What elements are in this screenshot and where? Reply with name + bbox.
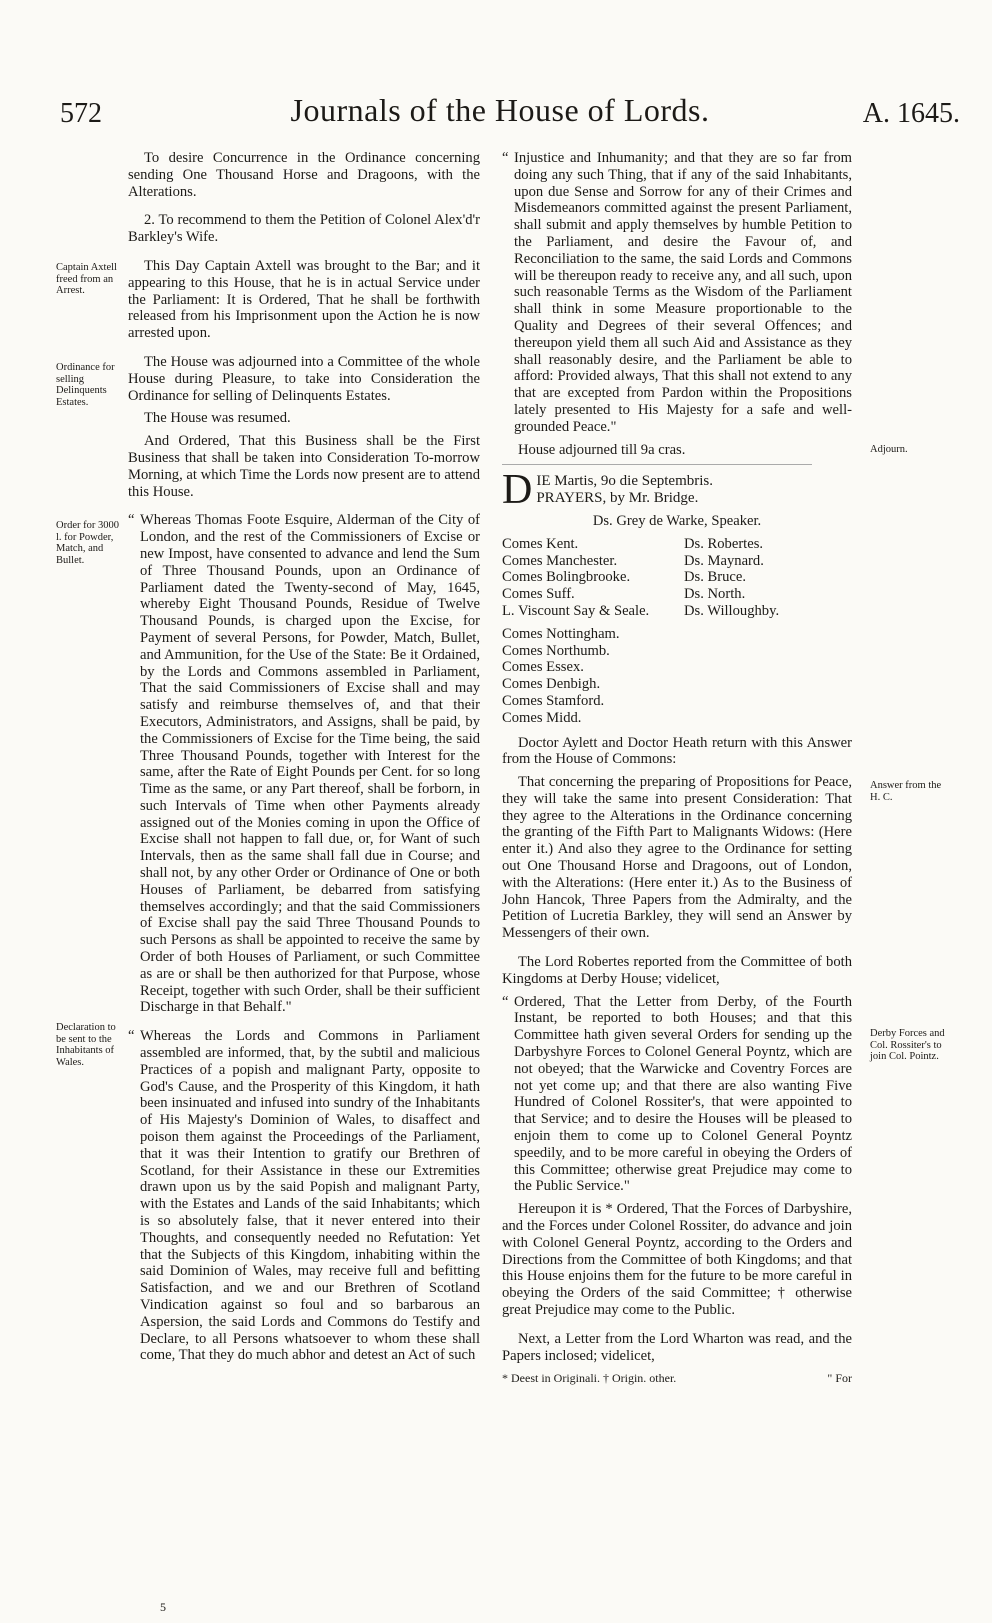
speaker: Ds. Grey de Warke, Speaker. <box>592 512 762 529</box>
margin-note-answer: Answer from the H. C. <box>870 780 942 803</box>
attendee: Comes Manchester. <box>502 552 618 569</box>
adjournment: House adjourned till 9a cras. <box>518 441 686 458</box>
footnote-text: * Deest in Originali. † Origin. other. <box>502 1371 677 1386</box>
paragraph: The House was adjourned into a Committee of the whole House during Pleasure, to take into Consideration the Ordinance for selling of Delinquents Estates. <box>128 353 480 404</box>
page-year: A. 1645. <box>862 98 960 129</box>
paragraph: This Day Captain Axtell was brought to the Bar; and it appearing to this House, that he is in actual Service under the Parliament: It is Ordered, That he shall be forthwith released from his Imprisonment upon the Action he is now arrested upon. <box>128 257 480 342</box>
attendee: L. Viscount Say & Seale. <box>502 602 650 619</box>
quoted-declaration: “ Whereas the Lords and Commons in Parliament assembled are informed, that, by the subtil and malicious Practices of a popish and malignant Party, opposite to God's Cause, and the Prosperity of this Kingdom, it hath been insinuated and infused into sundry of the Inhabitants of His Majesty's Dominion of Wales, to disaffect and poison them against the Proceedings of the Parliament, that it was their Intention to gratify our Brethren of Scotland, for their Assistance in these our Extremities drawn upon us by the said Popish and malignant Party, with the Estates and Lands of the said Inhabitants; which is so absolutely false, that it never entered into their Thoughts, and consequently needed no Refutation: Yet that the Subjects of this Kingdom, inhabiting within the said Dominion of Wales, may receive full and befitting Satisfaction, and we and our Brethren of Scotland Vindication against so foul and so barbarous an Aspersion, the said Lords and Commons do Testify and Declare, to all Persons whatsoever to whom these shall come, That they do much abhor and detest an Act of such <box>128 1028 480 1364</box>
attendee: Comes Northumb. <box>502 642 610 659</box>
footnotes <box>502 1370 852 1387</box>
attendee: Ds. Maynard. <box>684 552 764 569</box>
prayers: PRAYERS, by Mr. Bridge. <box>536 490 699 507</box>
drop-cap: D <box>502 467 533 514</box>
paragraph: Next, a Letter from the Lord Wharton was read, and the Papers inclosed; videlicet, <box>502 1330 852 1364</box>
attendee: Comes Kent. <box>502 535 579 552</box>
attendance-left <box>502 536 670 620</box>
attendee: Comes Bolingbrooke. <box>502 569 631 586</box>
margin-note-adjourn: Adjourn. <box>870 444 908 455</box>
page-title: Journals of the House of Lords. <box>290 92 710 128</box>
paragraph: And Ordered, That this Business shall be the First Business that shall be taken into Consideration To-morrow Morning, at which Time the Lords now present are to attend this House. <box>128 433 480 500</box>
page-number: 572 <box>60 98 102 129</box>
margin-note-axtell: Captain Axtell freed from an Arrest. <box>56 262 117 296</box>
quoted-ordinance: “ Whereas Thomas Foote Esquire, Alderman of the City of London, and the rest of the Commissioners of Excise or new Impost, have consented to advance and lend the Sum of Three Thousand Pounds, upon an Ordinance of Parliament dated the Twenty-second of May, 1645, whereby Eight Thousand Pounds, Residue of Twelve Thousand Pounds, is charged upon the Excise, for Payment of several Persons, for Powder, Match, Bullet, and Ammunition, for the Use of the State: Be it Ordained, by the Lords and Commons assembled in Parliament, That the said Commissioners of Excise shall and may satisfy and reimburse themselves of, and that their Executors, Administrators, and Assigns, shall be paid, by the Commissioners of Excise for the Time being, the said Three Thousand Pounds, together with Interest for the same, after the Rate of Eight Pounds per Cent. for so long Time as the same, or any Part thereof, shall be forborn, in such Intervals of Time when other Payments already assigned out of the Monies coming in upon the Office of Excise shall not happen to fall due, or, for Want of such Intervals, then as the same shall fall due in Course; and shall not, by any other Order or Ordinance of One or both Houses of Parliament, be debarred from satisfying themselves accordingly; and that the said Commissioners of Excise shall pay the said Three Thousand Pounds to such Persons as shall be appointed to receive the same by Order of both Houses of Parliament, or such Committee as are or shall be then authorized for that Purpose, whose Receipt, together with such Order, shall be their sufficient Discharge in that Behalf." <box>128 512 480 1016</box>
paragraph: Hereupon it is * Ordered, That the Forces of Darbyshire, and the Forces under Colonel Rossiter, do advance and join with Colonel General Poyntz, according to the Orders and Directions from the Committee of both Kingdoms; and that this House enjoins them for the future to be more careful in obeying the Orders of the said Committee; † otherwise great Prejudice may come to the Public. <box>502 1201 852 1318</box>
margin-note-wales: Declaration to be sent to the Inhabitants of Wales. <box>56 1022 116 1068</box>
paragraph: The Lord Robertes reported from the Committee of both Kingdoms at Derby House; videlicet, <box>502 954 852 987</box>
attendance-right <box>684 536 852 620</box>
attendance-list <box>502 536 852 620</box>
paragraph: 2. To recommend to them the Petition of Colonel Alex'd'r Barkley's Wife. <box>128 212 480 246</box>
page-header <box>40 92 960 140</box>
attendee: Comes Stamford. <box>502 692 605 709</box>
quoted-order: “ Ordered, That the Letter from Derby, of the Fourth Instant, be reported to both Houses; and that this Committee hath given several Orders for sending up the Darbyshyre Forces to Colonel General Poyntz, which are not obeyed; that the Warwicke and Coventry Forces are not yet come up; and that there are also wanting Five Hundred of Colonel Rossiter's, that were appointed to that Service; and to desire the Houses will be pleased to enjoin them to come up to Colonel General Poyntz speedily, and to be more careful in obeying the Orders of this Committee; otherwise great Prejudice may come to the Public Service." <box>502 994 852 1196</box>
paragraph: Doctor Aylett and Doctor Heath return with this Answer from the House of Commons: <box>502 734 852 768</box>
margin-note-derby: Derby Forces and Col. Rossiter's to join Col. Pointz. <box>870 1028 945 1062</box>
attendee: Comes Suff. <box>502 586 575 603</box>
paragraph: The House was resumed. <box>144 410 291 427</box>
divider <box>502 464 812 465</box>
quoted-declaration-cont: “ Injustice and Inhumanity; and that they are so far from doing any such Thing, that if any of the said Inhabitants, upon due Sense and Sorrow for any of their Crimes and Misdemeanors committed against the present Parliament, shall submit and apply themselves by humble Petition to the Parliament, and desire the Favour of, and Reconciliation to the same, the said Lords and Commons will be thereupon ready to receive any, and all such, upon such reasonable Terms as the Wisdom of the Parliament shall think in some Measure proportionable to the Quality and Degrees of their several Offences; and thereupon yield them all such Aid and Assistance as they shall reasonably desire, and the Parliament be able to afford: Provided always, That this shall not extend to any that are excepted from Pardon within the Propositions lately presented to His Majesty for a safe and well-grounded Peace." <box>502 150 852 436</box>
attendee: Comes Denbigh. <box>502 676 601 693</box>
attendance-more <box>502 626 852 727</box>
attendee: Ds. Robertes. <box>684 535 764 552</box>
attendee: Comes Essex. <box>502 659 584 676</box>
attendee: Ds. North. <box>684 586 746 603</box>
attendee: Comes Nottingham. <box>502 625 620 642</box>
paragraph: That concerning the preparing of Propositions for Peace, they will take the same into present Consideration: That they agree to the Alterations in the Ordinance concerning the granting of the Fifth Part to Malignants Widows: (Here enter it.) And also they agree to the Ordinance for setting out One Thousand Horse and Dragoons, out of London, with the Alterations: (Here enter it.) As to the Business of John Hancok, Three Papers from the Admiralty, and the Petition of Lucretia Barkley, they will send an Answer by Messengers of their own. <box>502 774 852 942</box>
attendee: Ds. Willoughby. <box>684 602 780 619</box>
attendee: Comes Midd. <box>502 709 582 726</box>
margin-note-powder: Order for 3000 l. for Powder, Match, and Bullet. <box>56 520 119 566</box>
attendee: Ds. Bruce. <box>684 569 747 586</box>
catchword: " For <box>827 1371 852 1386</box>
left-column <box>128 150 480 1370</box>
right-column <box>502 150 852 1387</box>
margin-note-ordinance: Ordinance for selling Delinquents Estates. <box>56 362 115 408</box>
paragraph: To desire Concurrence in the Ordinance concerning sending One Thousand Horse and Dragoons, with the Alterations. <box>128 150 480 200</box>
sitting-date-text: IE Martis, 9o die Septembris. <box>536 473 713 490</box>
sitting-date <box>502 467 852 514</box>
signature-mark: 5 <box>160 1600 166 1614</box>
